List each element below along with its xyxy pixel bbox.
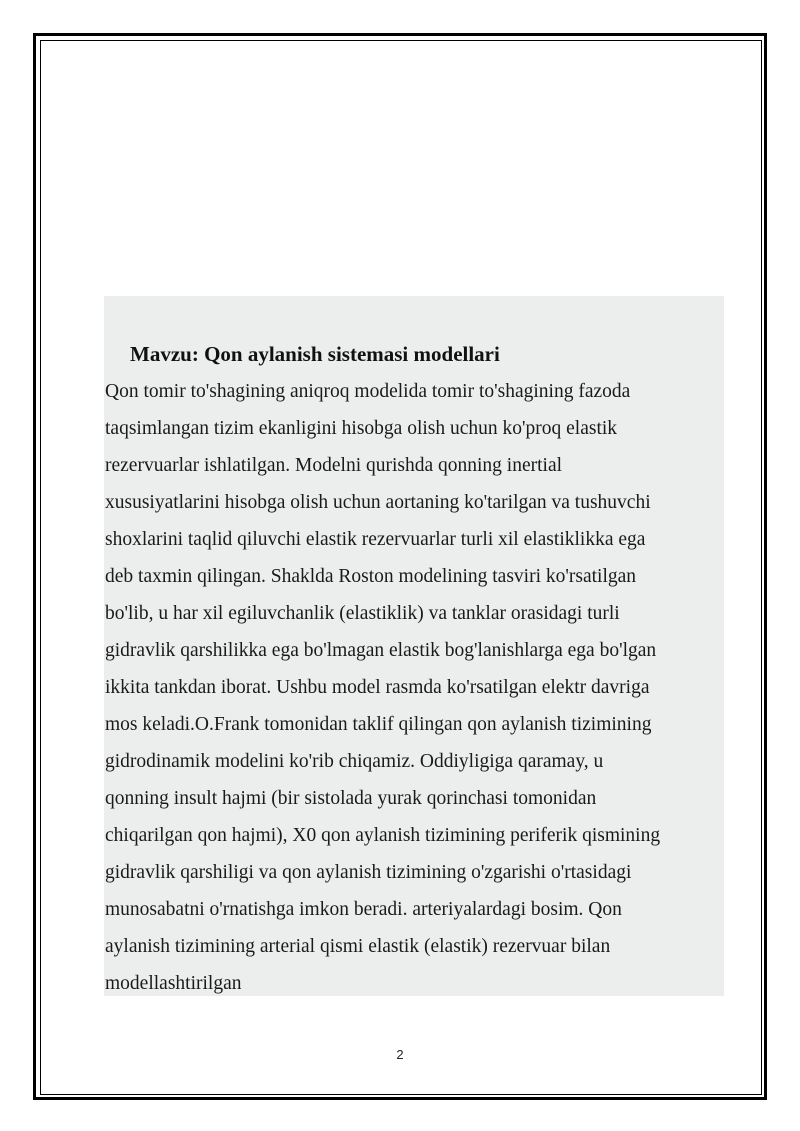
paragraph-line: gidrodinamik modelini ko'rib chiqamiz. Oddiyligiga qaramay, u: [105, 751, 604, 772]
paragraph-line: munosabatni o'rnatishga imkon beradi. arteriyalardagi bosim. Qon: [105, 899, 622, 920]
page-title: Mavzu: Qon aylanish sistemasi modellari: [130, 342, 500, 366]
paragraph-line: gidravlik qarshiligi va qon aylanish tizimining o'zgarishi o'rtasidagi: [105, 862, 632, 883]
paragraph-line: mos keladi.O.Frank tomonidan taklif qilingan qon aylanish tizimining: [105, 714, 652, 735]
paragraph-line: gidravlik qarshilikka ega bo'lmagan elastik bog'lanishlarga ega bo'lgan: [105, 640, 657, 661]
body-paragraph: [105, 373, 725, 1002]
paragraph-line: shoxlarini taqlid qiluvchi elastik rezervuarlar turli xil elastiklikka ega: [105, 529, 646, 550]
paragraph-line: xususiyatlarini hisobga olish uchun aortaning ko'tarilgan va tushuvchi: [105, 492, 651, 513]
paragraph-line: rezervuarlar ishlatilgan. Modelni qurishda qonning inertial: [105, 455, 563, 476]
paragraph-line: qonning insult hajmi (bir sistolada yurak qorinchasi tomonidan: [105, 788, 597, 809]
paragraph-line: chiqarilgan qon hajmi), X0 qon aylanish tizimining periferik qismining: [105, 825, 661, 846]
paragraph-line: deb taxmin qilingan. Shaklda Roston modelining tasviri ko'rsatilgan: [105, 566, 637, 587]
paragraph-line: Qon tomir to'shagining aniqroq modelida tomir to'shagining fazoda: [105, 381, 631, 402]
paragraph-line: taqsimlangan tizim ekanligini hisobga olish uchun ko'proq elastik: [105, 418, 618, 439]
paragraph-line: ikkita tankdan iborat. Ushbu model rasmda ko'rsatilgan elektr davriga: [105, 677, 650, 698]
paragraph-line: bo'lib, u har xil egiluvchanlik (elastiklik) va tanklar orasidagi turli: [105, 603, 620, 624]
paragraph-line: modellashtirilgan: [105, 973, 242, 994]
paragraph-line: aylanish tizimining arterial qismi elastik (elastik) rezervuar bilan: [105, 936, 611, 957]
page-number: 2: [396, 1047, 404, 1062]
